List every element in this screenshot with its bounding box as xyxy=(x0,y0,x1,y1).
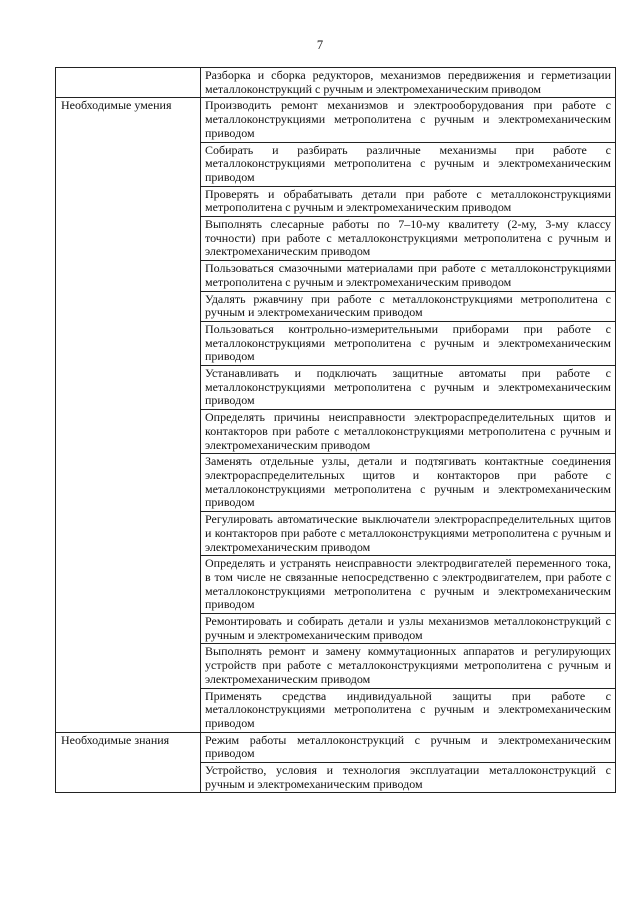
requirement-item: Проверять и обрабатывать детали при работе с металлоконструкциями метрополитена с ручным и электромеханическим приводом xyxy=(201,186,616,216)
section-label: Необходимые умения xyxy=(56,98,201,732)
requirement-item: Ремонтировать и собирать детали и узлы механизмов металлоконструкций с ручным и электромеханическим приводом xyxy=(201,614,616,644)
section-label: Необходимые знания xyxy=(56,732,201,793)
requirement-item: Заменять отдельные узлы, детали и подтягивать контактные соединения электрораспределительных щитов и контакторов при работе с металлоконструкциями метрополитена с ручным и электромеханическим приводом xyxy=(201,454,616,512)
requirement-item: Пользоваться контрольно-измерительными приборами при работе с металлоконструкциями метрополитена с ручным и электромеханическим приводом xyxy=(201,321,616,365)
requirement-item: Пользоваться смазочными материалами при работе с металлоконструкциями метрополитена с ручным и электромеханическим приводом xyxy=(201,261,616,291)
requirement-item: Производить ремонт механизмов и электрооборудования при работе с металлоконструкциями метрополитена с ручным и электромеханическим приводом xyxy=(201,98,616,142)
requirement-item: Устройство, условия и технология эксплуатации металлоконструкций с ручным и электромеханическим приводом xyxy=(201,763,616,793)
competency-table xyxy=(55,67,616,793)
requirement-item: Определять и устранять неисправности электродвигателей переменного тока, в том числе не связанные непосредственно с электродвигателем, при работе с металлоконструкциями метрополитена с ручным и электромеханическим приводом xyxy=(201,556,616,614)
competency-table-body xyxy=(56,68,616,793)
requirement-item: Определять причины неисправности электрораспределительных щитов и контакторов при работе с металлоконструкциями метрополитена с ручным и электромеханическим приводом xyxy=(201,410,616,454)
requirement-item: Выполнять ремонт и замену коммутационных аппаратов и регулирующих устройств при работе с металлоконструкциями метрополитена с ручным и электромеханическим приводом xyxy=(201,644,616,688)
table-row xyxy=(56,98,616,142)
requirement-item: Собирать и разбирать различные механизмы при работе с металлоконструкциями метрополитена с ручным и электромеханическим приводом xyxy=(201,142,616,186)
section-label xyxy=(56,68,201,98)
requirement-item: Устанавливать и подключать защитные автоматы при работе с металлоконструкциями метрополитена с ручным и электромеханическим приводом xyxy=(201,366,616,410)
page-number: 7 xyxy=(316,38,324,52)
requirement-item: Режим работы металлоконструкций с ручным и электромеханическим приводом xyxy=(201,732,616,762)
requirement-item: Удалять ржавчину при работе с металлоконструкциями метрополитена с ручным и электромеханическим приводом xyxy=(201,291,616,321)
requirement-item: Разборка и сборка редукторов, механизмов передвижения и герметизации металлоконструкций с ручным и электромеханическим приводом xyxy=(201,68,616,98)
requirement-item: Регулировать автоматические выключатели электрораспределительных щитов и контакторов при работе с металлоконструкциями метрополитена с ручным и электромеханическим приводом xyxy=(201,512,616,556)
table-row xyxy=(56,68,616,98)
requirement-item: Выполнять слесарные работы по 7–10-му квалитету (2-му, 3-му классу точности) при работе с металлоконструкциями метрополитена с ручным и электромеханическим приводом xyxy=(201,217,616,261)
table-row xyxy=(56,732,616,762)
requirement-item: Применять средства индивидуальной защиты при работе с металлоконструкциями метрополитена с ручным и электромеханическим приводом xyxy=(201,688,616,732)
